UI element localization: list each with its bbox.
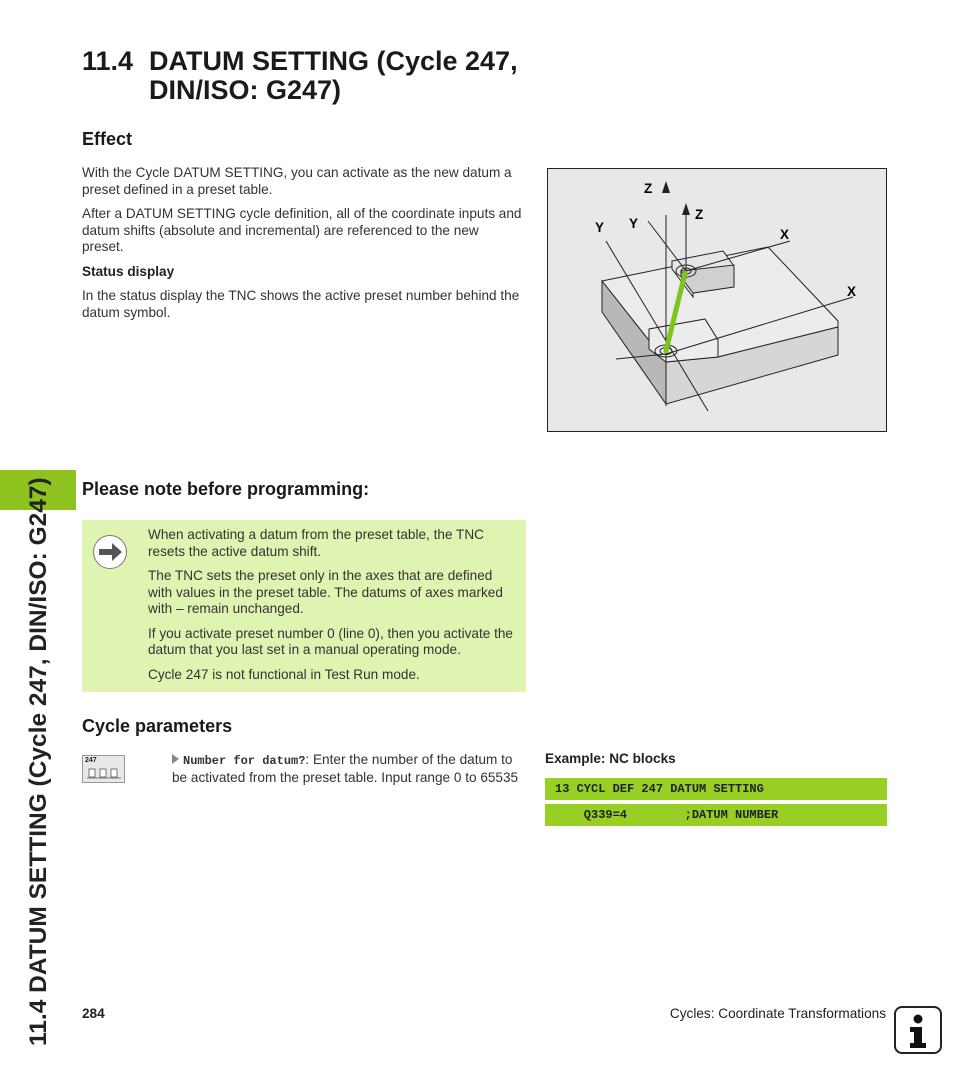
title-line-2: DIN/ISO: G247)	[149, 75, 342, 105]
param-text: : Enter the number of the datum to be activated from the preset table. Input range 0 to 65535	[172, 752, 519, 785]
note-list	[148, 527, 518, 691]
example-heading: Example: NC blocks	[545, 751, 676, 766]
info-icon	[894, 1006, 942, 1054]
cycle-parameters-heading: Cycle parameters	[82, 716, 233, 736]
effect-body	[82, 165, 524, 329]
label-y-1: Y	[595, 220, 605, 235]
label-y-2: Y	[629, 216, 639, 231]
note-item: If you activate preset number 0 (line 0), then you activate the datum that you last set in a manual operating mode.	[148, 625, 513, 657]
arrow-right-icon	[93, 535, 127, 569]
page-title	[82, 47, 518, 105]
param-name: Number for datum?	[183, 754, 306, 768]
label-z-1: Z	[644, 181, 653, 196]
chapter-title: Cycles: Coordinate Transformations	[669, 1006, 886, 1021]
title-line-1: DATUM SETTING (Cycle 247,	[149, 46, 518, 76]
effect-para-2: After a DATUM SETTING cycle definition, all of the coordinate inputs and datum shifts (absolute and incremental) are referenced to the new preset.	[82, 206, 522, 254]
nc-block-line: Q339=4 ;DATUM NUMBER	[545, 804, 887, 826]
param-bullet-icon	[172, 754, 179, 764]
param-description	[172, 752, 524, 786]
nc-block-line: 13 CYCL DEF 247 DATUM SETTING	[545, 778, 887, 800]
datum-figure	[547, 168, 887, 432]
softkey-label: 247	[85, 757, 97, 764]
label-x-2: X	[847, 284, 857, 299]
cycle-247-softkey[interactable]	[82, 755, 125, 783]
effect-heading: Effect	[82, 129, 133, 149]
label-z-2: Z	[695, 207, 704, 222]
status-display-text: In the status display the TNC shows the active preset number behind the datum symbol.	[82, 288, 520, 320]
note-heading: Please note before programming:	[82, 479, 370, 499]
section-number: 11.4	[82, 46, 134, 76]
note-item: The TNC sets the preset only in the axes that are defined with values in the preset table. The datums of axes marked with – remain unchanged.	[148, 568, 503, 616]
note-item: Cycle 247 is not functional in Test Run mode.	[148, 666, 420, 682]
note-item: When activating a datum from the preset table, the TNC resets the active datum shift.	[148, 527, 484, 559]
note-box	[82, 520, 526, 692]
status-display-heading: Status display	[82, 263, 175, 279]
datum-diagram	[548, 169, 886, 431]
label-x-1: X	[780, 227, 790, 242]
side-title: 11.4 DATUM SETTING (Cycle 247, DIN/ISO: G247)	[25, 477, 52, 1046]
page-number: 284	[82, 1006, 105, 1021]
effect-para-1: With the Cycle DATUM SETTING, you can activate as the new datum a preset defined in a preset table.	[82, 165, 512, 197]
